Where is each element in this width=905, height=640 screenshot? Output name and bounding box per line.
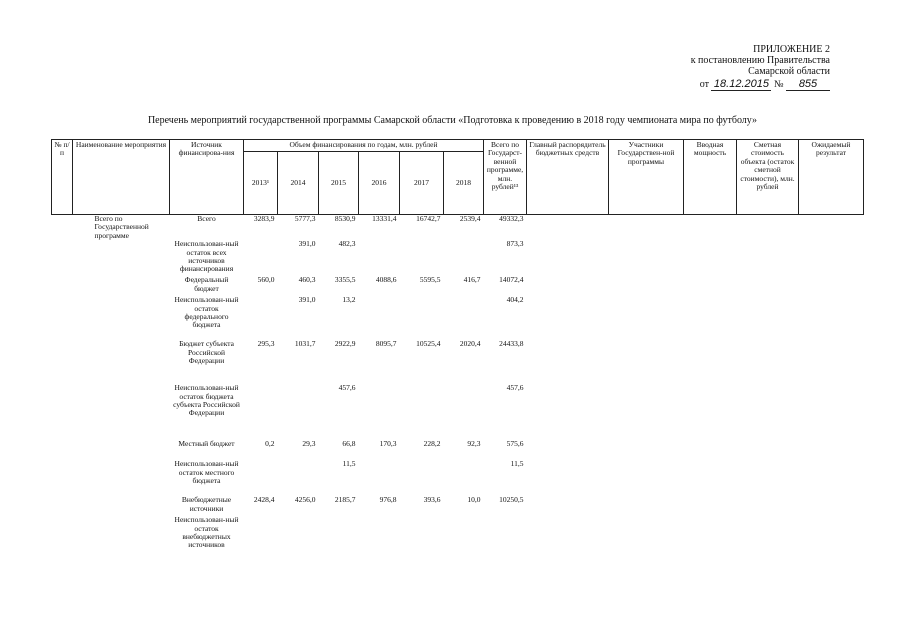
appendix-line-1: к постановлению Правительства <box>690 55 830 66</box>
program-table <box>51 139 864 552</box>
empty-cell <box>684 440 737 460</box>
row-total-cell: 404,2 <box>506 295 524 305</box>
empty-cell <box>609 460 684 496</box>
year-value-cell: 92,3 <box>467 439 481 449</box>
table-row <box>52 460 864 496</box>
table-body <box>52 215 864 553</box>
empty-cell <box>527 440 609 460</box>
empty-cell <box>527 340 609 384</box>
empty-cell <box>684 340 737 384</box>
header-result: Ожидаемый результат <box>799 140 864 215</box>
year-value-cell: 1031,7 <box>294 339 316 349</box>
empty-cell <box>527 240 609 276</box>
empty-cell <box>609 296 684 340</box>
empty-cell <box>799 276 864 296</box>
empty-cell <box>799 440 864 460</box>
year-value-cell <box>244 296 278 340</box>
row-source: Местный бюджет <box>178 439 235 449</box>
year-value-cell: 2922,9 <box>334 339 356 349</box>
year-value-cell <box>400 240 444 276</box>
row-name-cell <box>73 276 170 296</box>
empty-cell <box>527 276 609 296</box>
document-title: Перечень мероприятий государственной программы Самарской области «Подготовка к проведению в 2018 году чемпионата мира по футболу» <box>147 115 758 126</box>
row-total-cell: 873,3 <box>506 239 524 249</box>
header-year: 2015 <box>319 152 359 215</box>
empty-cell <box>609 516 684 552</box>
empty-cell <box>684 215 737 241</box>
row-no-cell <box>52 240 73 276</box>
year-value-cell: 4088,6 <box>375 275 397 285</box>
handwritten-number: 855 <box>786 79 830 91</box>
number-prefix: № <box>773 79 784 90</box>
row-source: Федеральный бюджет <box>184 275 229 293</box>
handwritten-date: 18.12.2015 <box>711 79 771 91</box>
empty-cell <box>737 384 799 440</box>
empty-cell <box>737 215 799 241</box>
row-name-cell <box>73 340 170 384</box>
year-value-cell <box>359 516 400 552</box>
appendix-block <box>691 44 830 91</box>
year-value-cell: 10,0 <box>467 495 481 505</box>
row-no-cell <box>52 516 73 552</box>
row-source: Неиспользован-ный остаток бюджета субъекта Российской Федерации <box>173 383 240 418</box>
empty-cell <box>609 340 684 384</box>
row-no-cell <box>52 215 73 241</box>
table-row <box>52 296 864 340</box>
year-value-cell <box>244 460 278 496</box>
empty-cell <box>737 240 799 276</box>
empty-cell <box>799 215 864 241</box>
year-value-cell: 416,7 <box>463 275 481 285</box>
year-value-cell: 460,3 <box>298 275 316 285</box>
year-value-cell: 2020,4 <box>459 339 481 349</box>
year-value-cell <box>444 240 484 276</box>
row-name-cell <box>73 384 170 440</box>
empty-cell <box>684 496 737 516</box>
empty-cell <box>684 460 737 496</box>
empty-cell <box>527 215 609 241</box>
empty-cell <box>799 496 864 516</box>
empty-cell <box>737 516 799 552</box>
row-name-cell <box>73 460 170 496</box>
year-value-cell: 228,2 <box>423 439 441 449</box>
row-total-cell: 10250,5 <box>499 495 524 505</box>
year-value-cell: 391,0 <box>298 295 316 305</box>
year-value-cell: 3283,9 <box>253 214 275 223</box>
year-value-cell: 2539,4 <box>459 214 481 223</box>
row-source: Неиспользован-ный остаток федерального бюджета <box>174 295 239 330</box>
empty-cell <box>684 276 737 296</box>
year-value-cell <box>278 460 319 496</box>
year-value-cell <box>359 240 400 276</box>
row-source: Неиспользован-ный остаток всех источников финансирования <box>174 239 239 274</box>
year-value-cell <box>359 460 400 496</box>
year-value-cell: 393,6 <box>423 495 441 505</box>
year-value-cell <box>444 296 484 340</box>
table-row <box>52 496 864 516</box>
empty-cell <box>799 460 864 496</box>
year-value-cell: 13331,4 <box>372 214 397 223</box>
year-value-cell <box>400 460 444 496</box>
header-year: 2016 <box>359 152 400 215</box>
empty-cell <box>684 516 737 552</box>
year-value-cell: 457,6 <box>338 383 356 393</box>
empty-cell <box>737 440 799 460</box>
empty-cell <box>684 296 737 340</box>
year-value-cell <box>359 384 400 440</box>
table-row <box>52 215 864 241</box>
year-value-cell: 11,5 <box>342 459 356 469</box>
empty-cell <box>609 440 684 460</box>
year-value-cell <box>359 296 400 340</box>
row-total-cell: 49332,3 <box>499 214 524 223</box>
date-prefix: от <box>699 79 709 90</box>
header-estimated-cost: Сметная стоимость объекта (остаток сметной стоимости), млн. рублей <box>737 140 799 215</box>
year-value-cell: 2185,7 <box>334 495 356 505</box>
empty-cell <box>609 215 684 241</box>
appendix-date-line <box>691 79 830 91</box>
year-value-cell: 29,3 <box>302 439 316 449</box>
empty-cell <box>799 240 864 276</box>
row-total-cell: 575,6 <box>506 439 524 449</box>
header-name: Наименование мероприятия <box>73 140 170 215</box>
year-value-cell <box>400 296 444 340</box>
year-value-cell: 3355,5 <box>334 275 356 285</box>
appendix-line-2: Самарской области <box>748 66 830 77</box>
header-year: 2014 <box>278 152 319 215</box>
row-source: Неиспользован-ный остаток местного бюджета <box>174 459 239 486</box>
row-no-cell <box>52 384 73 440</box>
header-year: 2013¹ <box>244 152 278 215</box>
empty-cell <box>527 384 609 440</box>
year-value-cell: 170,3 <box>379 439 397 449</box>
year-value-cell: 5777,3 <box>294 214 316 223</box>
row-name-cell <box>73 440 170 460</box>
empty-cell <box>737 496 799 516</box>
empty-cell <box>684 384 737 440</box>
row-total-cell: 24433,8 <box>499 339 524 349</box>
year-value-cell <box>319 516 359 552</box>
year-value-cell: 10525,4 <box>416 339 441 349</box>
year-value-cell: 0,2 <box>265 439 275 449</box>
row-total-cell <box>484 516 527 552</box>
year-value-cell <box>278 384 319 440</box>
table-row <box>52 384 864 440</box>
year-value-cell: 976,8 <box>379 495 397 505</box>
row-source: Всего <box>197 214 216 223</box>
empty-cell <box>799 340 864 384</box>
appendix-title: ПРИЛОЖЕНИЕ 2 <box>753 44 830 55</box>
year-value-cell <box>400 384 444 440</box>
header-capacity: Вводная мощность <box>684 140 737 215</box>
empty-cell <box>737 276 799 296</box>
empty-cell <box>609 384 684 440</box>
table-row <box>52 340 864 384</box>
section-name: Всего по Государственной программе <box>94 214 149 240</box>
year-value-cell: 391,0 <box>298 239 316 249</box>
table-row <box>52 440 864 460</box>
empty-cell <box>527 496 609 516</box>
header-source: Источник финансирова-ния <box>170 140 244 215</box>
year-value-cell <box>244 516 278 552</box>
year-value-cell: 8530,9 <box>334 214 356 223</box>
row-no-cell <box>52 440 73 460</box>
header-total: Всего по Государст-венной программе, млн. рублей¹³ <box>484 140 527 215</box>
year-value-cell <box>278 516 319 552</box>
header-manager: Главный распорядитель бюджетных средств <box>527 140 609 215</box>
year-value-cell: 16742,7 <box>416 214 441 223</box>
row-total-cell: 457,6 <box>506 383 524 393</box>
year-value-cell: 4256,0 <box>294 495 316 505</box>
row-name-cell <box>73 496 170 516</box>
row-no-cell <box>52 276 73 296</box>
row-source: Неиспользован-ный остаток внебюджетных источников <box>174 515 239 550</box>
empty-cell <box>737 296 799 340</box>
row-no-cell <box>52 460 73 496</box>
empty-cell <box>527 296 609 340</box>
row-name-cell <box>73 240 170 276</box>
row-name-cell <box>73 516 170 552</box>
row-total-cell: 11,5 <box>510 459 524 469</box>
row-source: Бюджет субъекта Российской Федерации <box>179 339 234 366</box>
year-value-cell: 5595,5 <box>419 275 441 285</box>
empty-cell <box>799 516 864 552</box>
year-value-cell: 560,0 <box>257 275 275 285</box>
header-year: 2018 <box>444 152 484 215</box>
row-name-cell <box>73 296 170 340</box>
empty-cell <box>609 496 684 516</box>
header-volume: Объем финансирования по годам, млн. рублей <box>244 140 484 152</box>
header-no: № п/п <box>52 140 73 215</box>
year-value-cell <box>244 384 278 440</box>
year-value-cell <box>444 516 484 552</box>
year-value-cell <box>444 384 484 440</box>
year-value-cell: 13,2 <box>342 295 356 305</box>
year-value-cell: 8095,7 <box>375 339 397 349</box>
header-year: 2017 <box>400 152 444 215</box>
empty-cell <box>799 384 864 440</box>
empty-cell <box>737 340 799 384</box>
row-total-cell: 14072,4 <box>499 275 524 285</box>
empty-cell <box>527 516 609 552</box>
year-value-cell: 2428,4 <box>253 495 275 505</box>
year-value-cell: 295,3 <box>257 339 275 349</box>
empty-cell <box>609 240 684 276</box>
table-row <box>52 276 864 296</box>
row-no-cell <box>52 496 73 516</box>
year-value-cell <box>444 460 484 496</box>
empty-cell <box>527 460 609 496</box>
year-value-cell <box>400 516 444 552</box>
year-value-cell: 66,8 <box>342 439 356 449</box>
row-no-cell <box>52 296 73 340</box>
year-value-cell <box>244 240 278 276</box>
year-value-cell: 482,3 <box>338 239 356 249</box>
header-participants: Участники Государствен-ной программы <box>609 140 684 215</box>
empty-cell <box>684 240 737 276</box>
table-row <box>52 516 864 552</box>
table-row <box>52 240 864 276</box>
row-source: Внебюджетные источники <box>181 495 232 513</box>
empty-cell <box>609 276 684 296</box>
empty-cell <box>799 296 864 340</box>
row-no-cell <box>52 340 73 384</box>
empty-cell <box>737 460 799 496</box>
